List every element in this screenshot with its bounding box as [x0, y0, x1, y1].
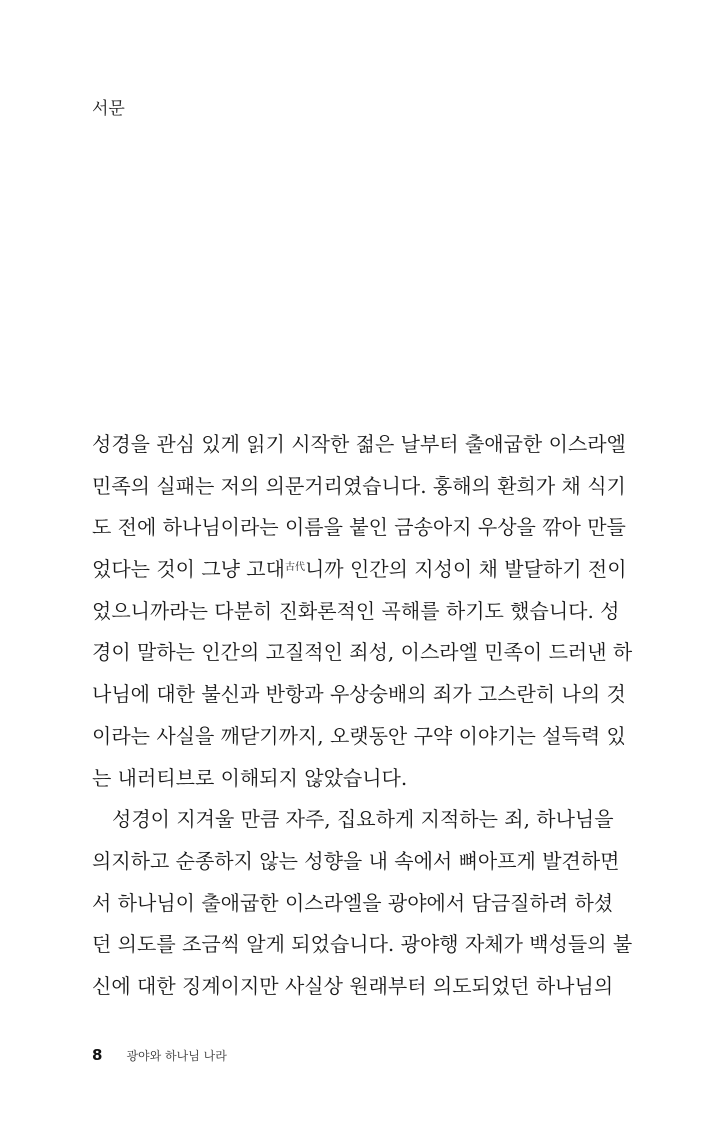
- body-text: [92, 424, 633, 1008]
- text-line: 던 의도를 조금씩 알게 되었습니다. 광야행 자체가 백성들의 불: [92, 932, 633, 957]
- hanja-annotation: 古代: [284, 562, 305, 574]
- text-line: 성경이 지겨울 만큼 자주, 집요하게 지적하는 죄, 하나님을: [112, 807, 614, 832]
- text-line: 경이 말하는 인간의 고질적인 죄성, 이스라엘 민족이 드러낸 하: [92, 640, 633, 665]
- text-line: 서 하나님이 출애굽한 이스라엘을 광야에서 담금질하려 하셨: [92, 890, 614, 915]
- text-line: 이라는 사실을 깨닫기까지, 오랫동안 구약 이야기는 설득력 있: [92, 723, 626, 748]
- page-number: 8: [92, 1046, 103, 1064]
- text-segment: 었다는 것이 그냥 고대: [92, 557, 285, 582]
- text-line: 의지하고 순종하지 않는 성향을 내 속에서 뼈아프게 발견하면: [92, 848, 620, 873]
- text-line: 민족의 실패는 저의 의문거리였습니다. 홍해의 환희가 채 식기: [92, 473, 626, 498]
- text-line: 도 전에 하나님이라는 이름을 붙인 금송아지 우상을 깎아 만들: [92, 515, 626, 540]
- text-line-with-hanja: [92, 549, 627, 591]
- text-line: 신에 대한 징계이지만 사실상 원래부터 의도되었던 하나님의: [92, 973, 614, 998]
- text-line: 었으니까라는 다분히 진화론적인 곡해를 하기도 했습니다. 성: [92, 598, 620, 623]
- section-title: 서문: [92, 99, 125, 119]
- text-line: 성경을 관심 있게 읽기 시작한 젊은 날부터 출애굽한 이스라엘: [92, 432, 626, 456]
- text-segment: 니까 인간의 지성이 채 발달하기 전이: [304, 557, 627, 582]
- text-line: 는 내러티브로 이해되지 않았습니다.: [92, 765, 408, 790]
- page-footer: [92, 1046, 227, 1064]
- text-line: 나님에 대한 불신과 반항과 우상숭배의 죄가 고스란히 나의 것: [92, 682, 626, 707]
- running-title: 광야와 하나님 나라: [126, 1049, 227, 1063]
